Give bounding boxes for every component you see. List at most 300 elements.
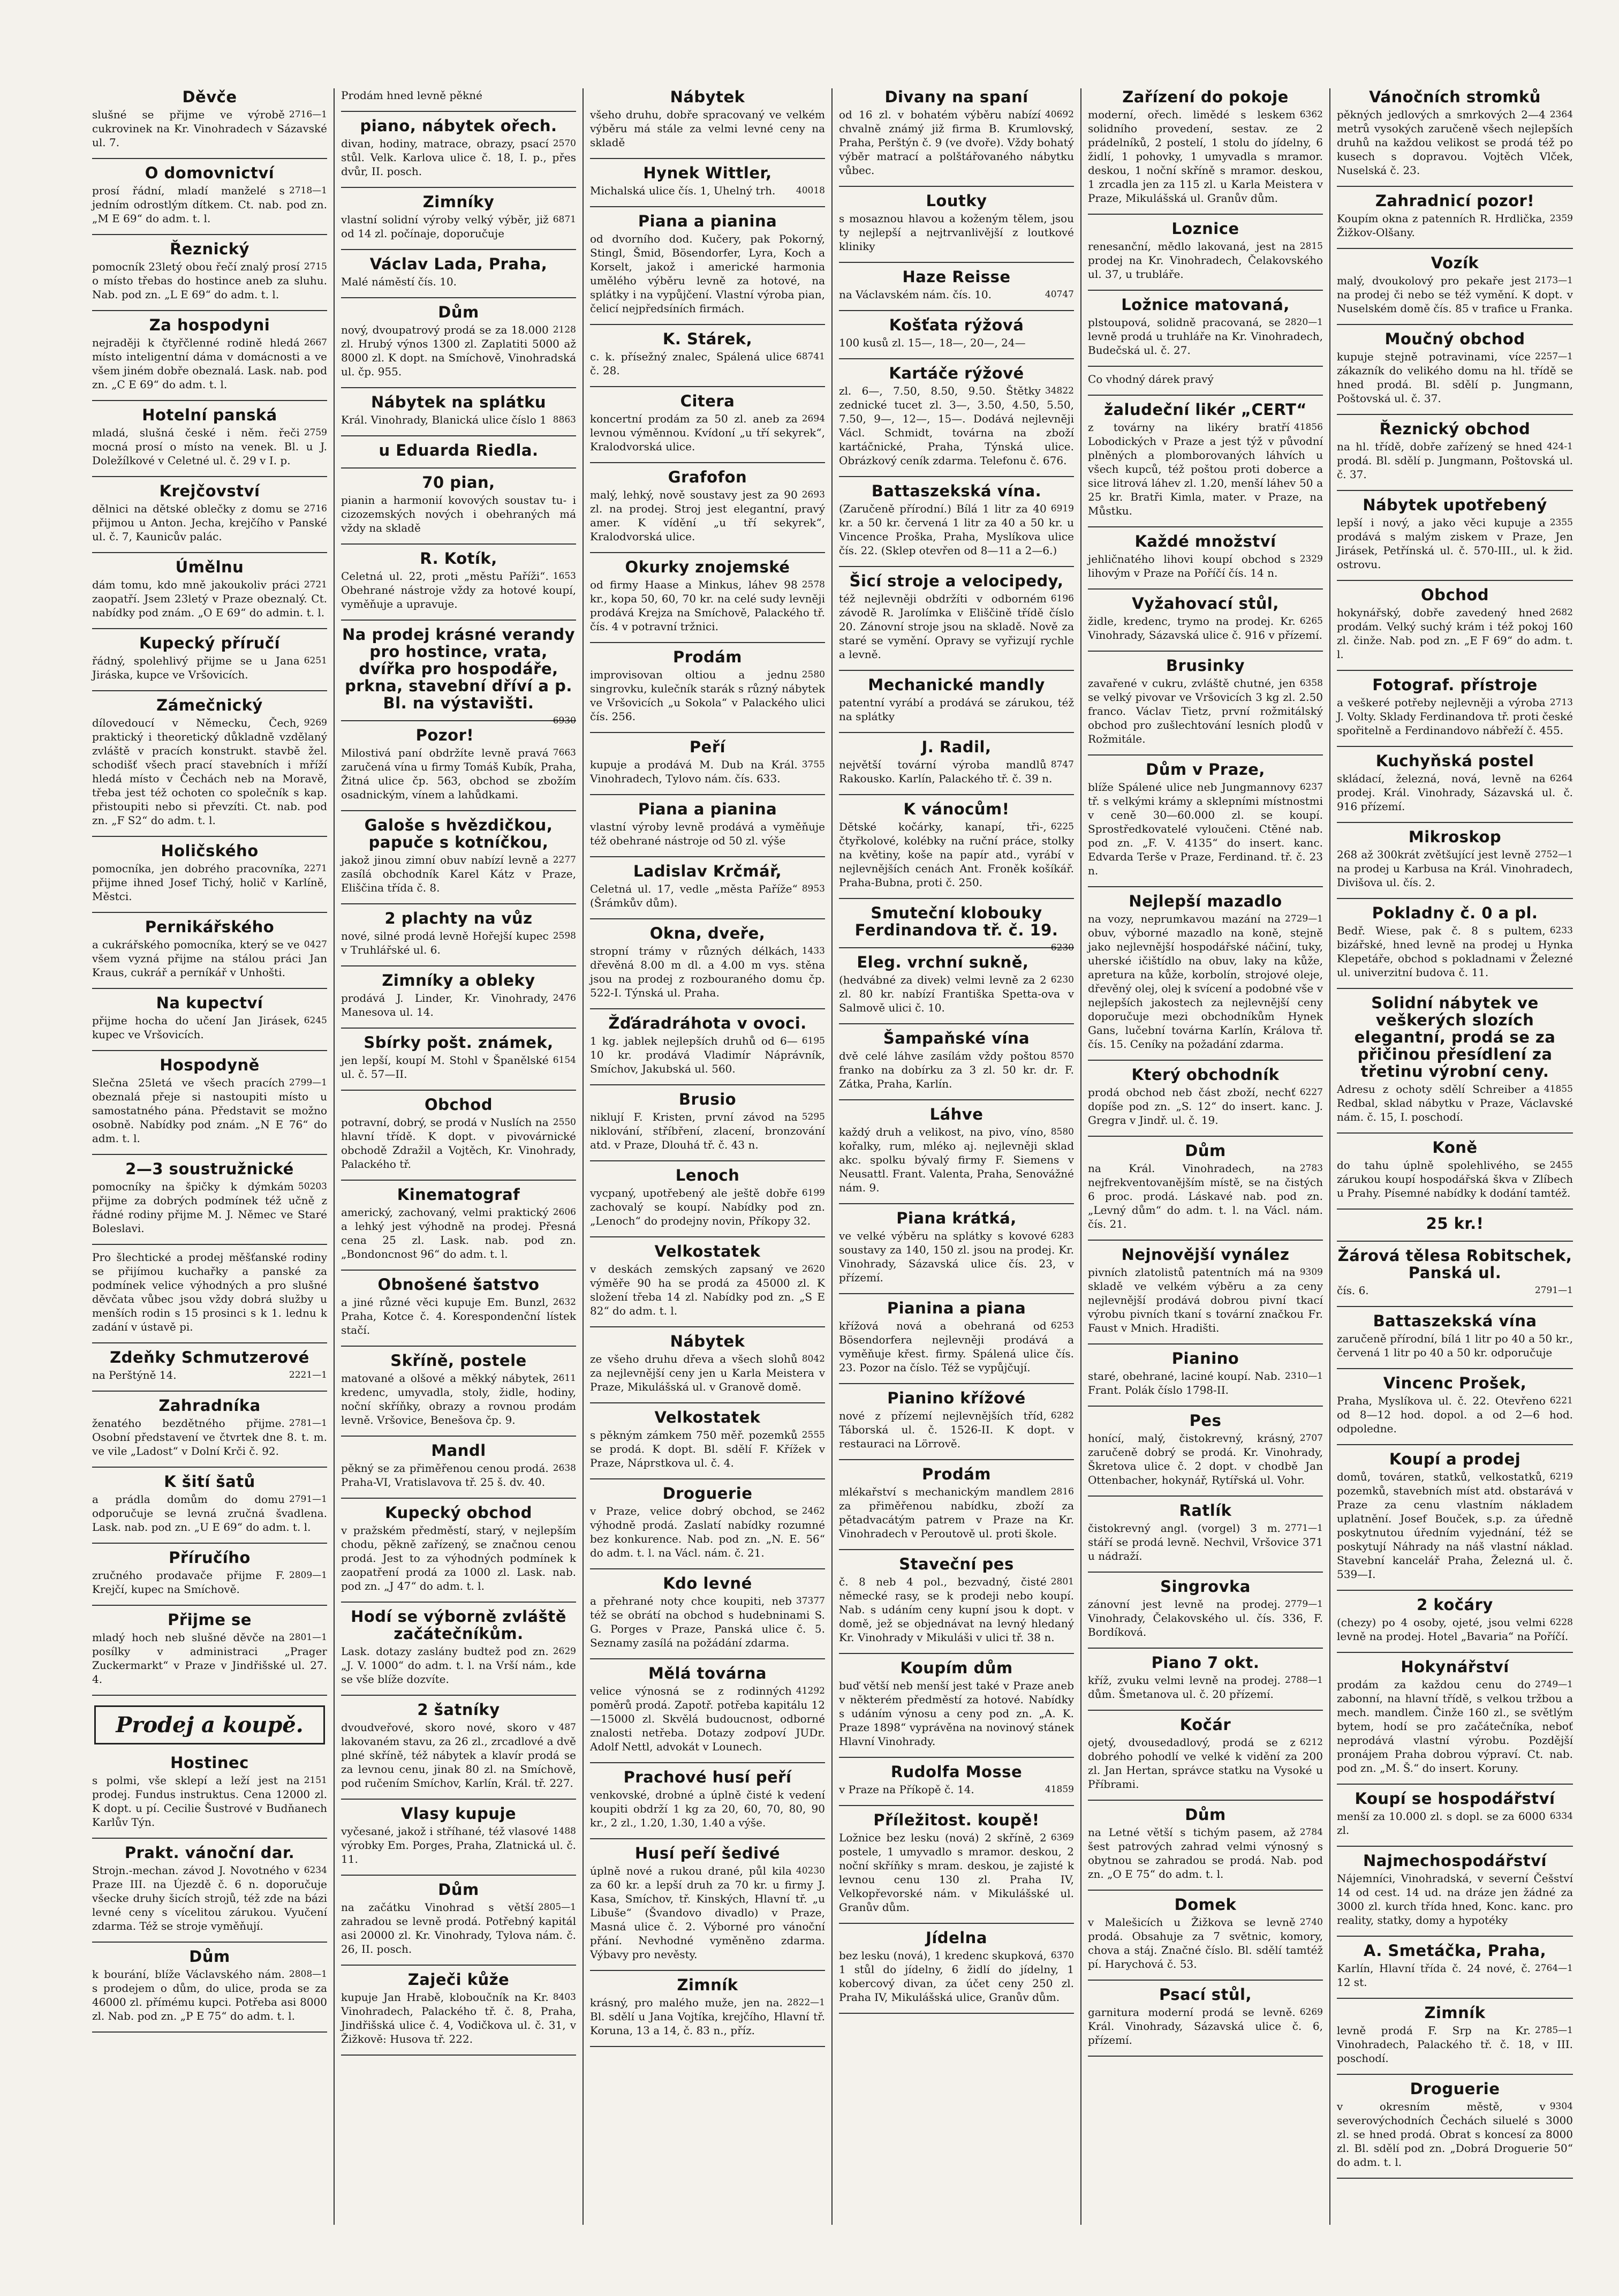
ad-code: 2667 — [304, 337, 327, 348]
ad-heading: 2—3 soustružnické — [125, 1160, 294, 1178]
ad-heading: O domovnictví — [145, 164, 275, 182]
ad-body — [1337, 350, 1573, 405]
classified-column — [833, 88, 1081, 2225]
classified-ad — [341, 394, 576, 427]
classified-ad — [590, 1845, 825, 1961]
classified-ad — [341, 474, 576, 535]
classified-ad — [1088, 657, 1323, 746]
ad-text: mlékařství s mechanickým mandlem za přiměřenou nabídku, zboží za pětadvacátým patrem v Praze na Kr. Vinohradech v Peroutově ul. proti škole. — [839, 1485, 1074, 1540]
ad-code: 6230 — [1050, 942, 1074, 953]
ad-body — [341, 1115, 576, 1171]
ad-heading: Fotograf. přístroje — [1372, 676, 1538, 694]
classified-ad — [839, 1030, 1074, 1091]
ad-heading: Kupecký obchod — [385, 1504, 532, 1522]
ad-text: od firmy Haase a Minkus, láhev 98 kr., kopa 50, 60, 70 kr. na celé sudy levněji prodává Krejza na Smíchově, Palackého tř. čís. 4 v potravní tržnici. — [590, 578, 825, 633]
ad-text: na Perštýně 14. — [92, 1369, 177, 1381]
classified-ad — [92, 1948, 327, 2023]
ad-heading: Velkostatek — [654, 1242, 761, 1260]
ad-heading: Pianino — [1171, 1349, 1239, 1368]
ad-heading: Koně — [1432, 1138, 1478, 1157]
ad-code: 40747 — [1045, 289, 1074, 300]
ad-divider — [839, 1757, 1074, 1758]
ad-divider — [590, 1658, 825, 1659]
ad-divider — [839, 1099, 1074, 1100]
ad-divider — [590, 1838, 825, 1839]
classified-ad — [590, 1409, 825, 1470]
ad-body — [92, 1863, 327, 1933]
classified-ad — [1088, 88, 1323, 205]
ad-code: 2310—1 — [1284, 1371, 1323, 1381]
ad-body — [92, 1967, 327, 2023]
ad-code: 6196 — [1050, 593, 1074, 604]
ad-text: c. k. přísežný znalec, Spálená ulice č. 28. — [590, 350, 792, 377]
classified-ad — [341, 727, 576, 802]
ad-heading: Řeznický obchod — [1379, 420, 1531, 438]
ad-text: Milostivá paní obdržíte levně pravá zaručená vína u firmy Tomáš Kubík, Praha, Žitná ulice čp. 563, obchod se zbožím osadnickým, vínem a lahůdkami. — [341, 746, 576, 801]
ad-divider — [92, 1605, 327, 1606]
ad-divider — [92, 1467, 327, 1468]
ad-divider — [1337, 1132, 1573, 1134]
classified-ad — [1088, 1654, 1323, 1701]
ad-text: pěkný se za přiměřenou cenou prodá. Praha-VI, Vratislavova tř. 25 š. dv. 40. — [341, 1462, 549, 1489]
ad-text: zručného prodavače přijme F. Krejčí, kupec na Smíchově. — [92, 1569, 285, 1596]
ad-body — [590, 578, 825, 633]
ad-text: Strojn.-mechan. závod J. Novotného v Praze III. na Újezdě č. 6 n. doporučuje všecke druhy šicích strojů, též zde na bázi levné ceny s vícelitou zárukou. Vyučení zdarma. Též se stroje vyměňují. — [92, 1864, 327, 1932]
ad-body — [341, 1371, 576, 1427]
classified-ad — [590, 1167, 825, 1228]
ad-code: 6245 — [304, 1015, 327, 1026]
ad-heading: Nejnovější vynález — [1121, 1245, 1290, 1264]
ad-heading: K šití šatů — [164, 1472, 255, 1491]
ad-code: 2707 — [1299, 1433, 1323, 1444]
ad-heading: Skříně, postele — [390, 1351, 527, 1370]
classified-ad — [92, 1611, 327, 1686]
ad-text: (hedvábné za divek) velmi levně za 2 zl. 80 kr. nabízí Františka Spetta-ova v Salmově ulici č. 10. — [839, 973, 1074, 1014]
classified-ad — [590, 800, 825, 848]
classified-ad — [590, 1485, 825, 1560]
ad-divider — [1088, 1406, 1323, 1407]
ad-code: 41859 — [1045, 1784, 1074, 1795]
ad-text: a cukrářského pomocníka, který se ve všem vyzná přijme na stálou práci Jan Kraus, cukrář a perníkář v Unhošti. — [92, 938, 327, 979]
ad-heading: Pianina a piana — [887, 1299, 1026, 1317]
ad-body — [1337, 1283, 1573, 1297]
ad-text: na začátku Vinohrad s větší zahradou se levně prodá. Potřebný kapitál asi 20000 zl. Kr. Vinohrady, Tylova nám. č. 26, II. posch. — [341, 1901, 576, 1955]
classified-ad — [590, 1015, 825, 1076]
ad-heading: Dům — [1185, 1142, 1226, 1160]
ad-body — [1337, 1615, 1573, 1643]
ad-heading: Obnošené šatstvo — [377, 1275, 540, 1294]
ad-text: a přehrané noty chce koupiti, neb též se obrátí na obchod s hudebninami S. G. Porges v Praze, Panská ulice č. 5. Seznamy zasílá na požádání zdarma. — [590, 1595, 825, 1649]
ad-code: 2455 — [1549, 1160, 1573, 1170]
ad-text: úplně nové a rukou drané, půl kila za 60 kr. a lepší druh za 70 kr. u firmy J. Kasa, Smíchov, tř. Kinských, Hlavní tř. „u Libuše“ (Švandovo divadlo) v Praze, Masná ulice č. 2. Výborné pro vánoční přání. Nevhodné vyměněno zdarma. Výbavy pro nevěsty. — [590, 1864, 825, 1961]
ad-divider — [1088, 1572, 1323, 1573]
ad-divider — [590, 1970, 825, 1971]
ad-heading: Hokynářství — [1401, 1658, 1509, 1676]
ad-heading: Najmechospodářství — [1363, 1852, 1547, 1870]
ad-heading: Vánočních stromků — [1369, 88, 1541, 106]
ad-heading: žaludeční likér „CERT“ — [1104, 401, 1307, 419]
ad-text: v pražském předměstí, starý, v nejlepším chodu, pěkně zařízený, se značnou cenou prodá. Jest to za výhodných podmínek k zaopatření prodá za 1000 zl. Lask. nab. pod zn. „J 47“ do adm. t. l. — [341, 1524, 576, 1592]
ad-heading: Pernikářského — [145, 918, 275, 936]
ad-heading: Smuteční klobouky Ferdinandova tř. č. 19. — [854, 904, 1058, 939]
ad-heading: Zaječi kůže — [407, 1970, 510, 1989]
ad-body — [839, 212, 1074, 253]
ad-heading: Solidní nábytek ve veškerých slozích elegantní, prodá se za přičinou přesídlení za třetinu výrobní ceny. — [1354, 994, 1556, 1081]
ad-heading: Mandl — [431, 1441, 486, 1460]
ad-heading: Lenoch — [675, 1166, 740, 1184]
ad-divider — [1337, 248, 1573, 249]
ad-body — [1337, 516, 1573, 571]
ad-text: pivních zlatolistů patentních má na skladě ve velkém výběru a za ceny nejlevnější prodává dobrou pivní tkací výrobu pivních tkaní s tovární značkou Fr. Faust v Mnich. Hradišti. — [1088, 1266, 1323, 1334]
ad-body — [1088, 614, 1323, 642]
ad-code: 487 — [558, 1722, 576, 1733]
ad-divider — [1088, 1060, 1323, 1061]
ad-text: (chezy) po 4 osoby, ojeté, jsou velmi levně na prodej. Hotel „Bavaria“ na Poříčí. — [1337, 1616, 1569, 1643]
ad-heading: 2 šatníky — [417, 1701, 500, 1719]
ad-divider — [341, 1875, 576, 1876]
classified-ad — [839, 268, 1074, 301]
classified-ad — [839, 1555, 1074, 1644]
ad-heading: Zdeňky Schmutzerové — [110, 1348, 309, 1366]
ad-heading: Battaszekská vína. — [871, 482, 1042, 500]
ad-divider — [1088, 214, 1323, 215]
ad-heading: Sbírky pošt. známek, — [364, 1033, 554, 1052]
ad-code: 2808—1 — [289, 1969, 327, 1980]
classified-ad — [590, 1665, 825, 1754]
ad-heading: Šicí stroje a velocipedy, — [849, 572, 1064, 590]
ad-code: 2801—1 — [289, 1632, 327, 1643]
classified-ad — [1088, 1066, 1323, 1127]
ad-body — [1088, 1369, 1323, 1397]
ad-body — [341, 1295, 576, 1337]
ad-text: v okresním městě, v severovýchodních Čechách siluelé s 3000 zl. se hned prodá. Obrat s koncesí za 8000 zl. Bl. sdělí pod zn. „Dobrá Droguerie 50“ do adm. t. l. — [1337, 2100, 1573, 2169]
ad-code: 6265 — [1299, 616, 1323, 626]
ad-code: 2785—1 — [1534, 2025, 1573, 2036]
ad-code: 6334 — [1549, 1811, 1573, 1822]
classified-ad — [839, 1300, 1074, 1374]
ad-code: 0427 — [304, 939, 327, 950]
ad-code: 2682 — [1549, 607, 1573, 618]
ad-body — [590, 1788, 825, 1830]
classified-ad — [92, 1754, 327, 1829]
ad-body — [839, 1575, 1074, 1644]
ad-heading: Piana a pianina — [638, 800, 777, 818]
classified-ad — [341, 193, 576, 240]
classified-ad — [1337, 752, 1573, 813]
ad-divider — [839, 566, 1074, 567]
classified-ad — [1337, 828, 1573, 889]
ad-divider — [1337, 2074, 1573, 2075]
ad-text: blíže Spálené ulice neb Jungmannovy tř. s velkými krámy a sklepními místnostmi v ceně 30—60.000 zl. se koupí. Sprostředkovatelé vyloučeni. Ctěné nab. pod zn. „F. V. 4135“ do insert. kanc. Edvarda Terše v Praze, Ferdinand. tř. č. 23 n. — [1088, 781, 1323, 877]
ad-heading: Nábytek upotřebený — [1363, 496, 1547, 514]
classified-column — [1081, 88, 1330, 2225]
classified-ad — [1088, 1716, 1323, 1791]
ad-divider — [839, 1293, 1074, 1294]
ad-text: prosí řádní, mladí manželé s jedním odrostlým dítkem. Ct. nab. pod zn. „M E 69“ do adm. t. l. — [92, 184, 327, 225]
ad-text: Celetná ul. 22, proti „městu Paříži“. Obehrané nástroje vždy za hotové koupí, vyměňuje a upravuje. — [341, 570, 576, 610]
ad-code: 424-1 — [1546, 441, 1573, 452]
classified-ad — [590, 469, 825, 543]
ad-body — [1088, 1161, 1323, 1231]
ad-divider — [590, 1236, 825, 1237]
ad-body — [1088, 108, 1323, 205]
ad-divider — [1337, 414, 1573, 415]
ad-code: 9304 — [1549, 2101, 1573, 2112]
ad-text: čistokrevný angl. (vorgel) 3 m. stáří se prodá levně. Nechvil, Vršovice 371 u nádraží. — [1088, 1522, 1323, 1562]
classified-ad — [92, 1160, 327, 1235]
classified-ad — [839, 904, 1074, 953]
ad-code: 6230 — [1050, 975, 1074, 985]
ad-divider — [1337, 1241, 1573, 1242]
ad-text: na Král. Vinohradech, na nejfrekventovanějším místě, se na čistých 6 proc. prodá. Láskavé nab. pod zn. „Levný dům“ do adm. t. l. na Václ. nám. čís. 21. — [1088, 1162, 1323, 1230]
classified-ad — [341, 1504, 576, 1593]
ad-code: 2788—1 — [1284, 1675, 1323, 1686]
ad-heading: Ladislav Krčmář, — [633, 862, 782, 880]
classified-ad — [341, 1352, 576, 1427]
ad-code: 2555 — [801, 1430, 825, 1440]
ad-code: 6227 — [1299, 1087, 1323, 1098]
ad-code: 2694 — [801, 413, 825, 424]
ad-divider — [1337, 746, 1573, 747]
ad-text: řádný, spolehlivý přijme se u Jana Jiráska, kupce ve Vršovicích. — [92, 654, 300, 681]
ad-heading: Psací stůl, — [1159, 1985, 1252, 2004]
ad-divider — [1337, 1444, 1573, 1445]
ad-code: 6233 — [1549, 925, 1573, 936]
ad-divider — [341, 1695, 576, 1696]
ad-divider — [590, 732, 825, 733]
ad-text: všeho druhu, dobře spracovaný ve velkém výběru má stále za velmi levné ceny na skladě — [590, 108, 825, 149]
ad-divider — [590, 856, 825, 857]
ad-divider — [590, 642, 825, 643]
ad-text: moderní, ořech. limědé s leskem solidního provedení, sestav. ze 2 prádelníků, 2 postelí, 1 stolu do jídelny, 6 židlí, 1 pohovky, 1 umyvadla s mramor. deskou, 1 noční skříně s mramor. deskou, 1 zrcadla jen za 115 zl. u Karla Meistera v Praze, Mikulášská ul. Granův dům. — [1088, 108, 1323, 205]
ad-body — [839, 1679, 1074, 1748]
ad-divider — [341, 467, 576, 469]
classified-ad — [1088, 1350, 1323, 1397]
ad-body — [1337, 212, 1573, 239]
ad-text: od dvorního dod. Kučery, pak Pokorný, Stingl, Šmid, Bösendorfer, Lyra, Koch a Korselt, jakož i americké harmonia umělého výběru levně za hotové, na splátky i na vypůjčení. Vlastní výroba pian, čelicí nejpředsíních firmách. — [590, 232, 825, 315]
ad-divider — [341, 1270, 576, 1271]
ad-code: 6871 — [553, 214, 576, 225]
ad-body — [92, 862, 327, 903]
ad-code: 41855 — [1544, 1084, 1573, 1094]
ad-divider — [341, 1799, 576, 1800]
ad-divider — [341, 543, 576, 545]
ad-body — [92, 1076, 327, 1145]
ad-divider — [92, 1942, 327, 1943]
ad-heading: Koupí se hospodářství — [1355, 1789, 1555, 1808]
ad-text: čís. 6. — [1337, 1284, 1369, 1297]
classified-ad — [1337, 994, 1573, 1124]
classified-ad — [839, 800, 1074, 889]
ad-divider — [839, 1923, 1074, 1924]
ad-divider — [839, 1383, 1074, 1384]
ad-text: v Malešicích u Žižkova se levně prodá. Obsahuje za 7 světnic, komory, chova a stáj. Značné číslo. Bl. sdělí tamtéž pí. Harychová č. 53. — [1088, 1916, 1323, 1970]
ad-heading: 2 kočáry — [1417, 1596, 1493, 1614]
ad-heading: Zahradnicí pozor! — [1375, 192, 1535, 210]
ad-code: 2791—1 — [289, 1494, 327, 1505]
ad-body — [839, 1049, 1074, 1091]
ad-text: kupuje a prodává M. Dub na Král. Vinohradech, Tylovo nám. čís. 633. — [590, 758, 798, 785]
classified-ad — [839, 738, 1074, 786]
ad-divider — [92, 2031, 327, 2033]
ad-text: Nájemníci, Vinohradská, v severní Češství 14 od cest. 14 ud. na dráze jen žádné za 3000 zl. kurch třída hned, Konc. kanc. pro reality, statky, domy a hypotéky — [1337, 1872, 1573, 1927]
ad-heading: Eleg. vrchní sukně, — [857, 953, 1029, 971]
ad-heading: Kinematograf — [397, 1185, 520, 1204]
classified-ad — [839, 1659, 1074, 1748]
ad-divider — [341, 1498, 576, 1499]
classified-ad — [590, 392, 825, 454]
ad-heading: Dům — [438, 303, 479, 321]
ad-divider — [1088, 366, 1323, 367]
classified-ad — [341, 1701, 576, 1790]
ad-divider — [341, 1346, 576, 1347]
ad-body — [590, 944, 825, 1000]
ad-divider — [590, 462, 825, 463]
classified-ad — [1088, 1246, 1323, 1335]
ad-text: na vozy, neprumkavou mazání na obuv, výborné mazadlo na koně, stejně jako nejlevnější hospodářské náčiní, tuky, uherské ičištídlo na obuv, laky na kůže, apretura na kůže, korbolín, strojové oleje, dřevěný olej, olej k svícení a podobné vše v nejlepších jakostech za nejlevnější ceny doporučuje mezi obchodníkům Hynek Gans, lučební továrna Karlín, Králova tř. čís. 15. Ceníky na požadání zdarma. — [1088, 912, 1323, 1051]
ad-heading: Droguerie — [1410, 2080, 1500, 2098]
classified-ad — [1088, 372, 1323, 386]
ad-code: 2364 — [1549, 109, 1573, 120]
classified-ad — [839, 1811, 1074, 1914]
ad-heading: Hynek Wittler, — [643, 164, 772, 182]
classified-ad — [590, 1333, 825, 1394]
ad-text: Adresu z ochoty sdělí Schreiber a Redbal, sklad nábytku v Praze, Václavské nám. č. 15, I. poschodí. — [1337, 1083, 1573, 1123]
classified-ad — [341, 1276, 576, 1337]
ad-code: 9309 — [1299, 1267, 1323, 1278]
ad-heading: Husí peří šedivé — [634, 1844, 781, 1862]
ad-body — [839, 1319, 1074, 1374]
ad-text: Pro šlechtické a prodej měšťanské rodiny se přijímou kuchařky a panské za podmínek velice výhodných a pro slušné děvčata vůbec jsou vždy dobrá služby u menších rodin s 15 prosinci s k 1. lednu k zadání v ústavě pi. — [92, 1251, 327, 1333]
ad-heading: Moučný obchod — [1385, 330, 1525, 348]
ad-code: 6358 — [1299, 678, 1323, 689]
classified-ad — [1088, 1806, 1323, 1881]
ad-body — [590, 1428, 825, 1470]
ad-divider — [92, 1391, 327, 1392]
ad-body — [1337, 1158, 1573, 1200]
ad-heading: Dům v Praze, — [1146, 760, 1265, 779]
ad-code: 2759 — [304, 427, 327, 438]
ad-body — [590, 1034, 825, 1076]
classified-ad — [1337, 420, 1573, 481]
ad-divider — [839, 1549, 1074, 1550]
ad-text: potravní, dobrý, se prodá v Nuslích na hlavní třídě. K dopt. v pivovárnické obchodě Zdražil a Vojtěch, Kr. Vinohrady, Palackého tř. — [341, 1116, 576, 1170]
ad-code: 2779—1 — [1284, 1599, 1323, 1610]
ad-code: 8863 — [553, 414, 576, 425]
ad-body — [92, 1492, 327, 1534]
ad-divider — [1337, 1590, 1573, 1591]
ad-code: 2277 — [553, 855, 576, 865]
ad-body — [1337, 1809, 1573, 1837]
ad-body — [1088, 552, 1323, 580]
ad-heading: Okna, dveře, — [649, 924, 766, 942]
ad-code: 2820—1 — [1284, 317, 1323, 328]
classified-ad — [341, 1034, 576, 1081]
ad-body — [839, 384, 1074, 467]
ad-code: 2716—1 — [289, 109, 327, 120]
classified-ad — [341, 625, 576, 726]
ad-text: ojetý, dvousedadlový, prodá se z dobrého pohodlí ve velké k vidění za 200 zl. Jan Hertan, správce statku na Vysoké u Příbrami. — [1088, 1736, 1323, 1791]
ad-divider — [341, 720, 576, 721]
ad-code: 2771—1 — [1284, 1523, 1323, 1534]
ad-divider — [1337, 1652, 1573, 1653]
ad-heading: Staveční pes — [899, 1555, 1014, 1573]
classified-ad — [341, 550, 576, 611]
ad-text: též nejlevněji obdržíti v odborném závodě R. Jarolímka v Eliščině třídě číslo 20. Zánovní stroje jsou na skladě. Nově za staré se vymění. Opravy se vyřizují rychle a levně. — [839, 592, 1074, 661]
classified-ad — [839, 676, 1074, 723]
ad-body — [590, 1352, 825, 1394]
ad-text: malý, dvoukolový pro pekaře jest na prodej či nebo se též vymění. K dopt. v Nuselském domě čís. 85 v trafice u Franka. — [1337, 274, 1573, 315]
ad-heading: Košťata rýžová — [889, 316, 1024, 334]
ad-code: 40230 — [796, 1865, 825, 1876]
ad-divider — [590, 324, 825, 325]
ad-divider — [341, 1965, 576, 1966]
ad-code: 2257—1 — [1534, 351, 1573, 362]
ad-body — [92, 1773, 327, 1829]
ad-heading: Řeznický — [170, 240, 249, 258]
ad-heading: 25 kr.! — [1426, 1214, 1484, 1233]
classified-ad — [590, 738, 825, 786]
ad-divider — [839, 1653, 1074, 1654]
ad-text: menší za 10.000 zl. s dopl. se za 6000 zl. — [1337, 1810, 1546, 1837]
ad-body — [92, 1630, 327, 1686]
ad-heading: Příručího — [169, 1549, 251, 1567]
ad-heading: Zimníky — [422, 193, 495, 211]
classified-column — [86, 88, 335, 2225]
classified-ad — [1088, 893, 1323, 1051]
ad-body — [1088, 1735, 1323, 1791]
ad-code: 40018 — [796, 185, 825, 196]
ad-body — [839, 758, 1074, 786]
ad-heading: Pes — [1189, 1411, 1222, 1430]
ad-body — [341, 1523, 576, 1593]
ad-body — [1088, 1431, 1323, 1487]
ad-divider — [1337, 822, 1573, 823]
ad-divider — [1088, 886, 1323, 887]
ad-divider — [92, 628, 327, 629]
ad-divider — [839, 794, 1074, 795]
ad-text: s mosaznou hlavou a koženým tělem, jsou ty nejlepší a nejtrvanlivější z loutkové kliniky — [839, 212, 1074, 253]
ad-divider — [341, 2055, 576, 2056]
ad-body — [341, 746, 576, 802]
classified-ad — [839, 954, 1074, 1015]
ad-heading: Singrovka — [1160, 1577, 1251, 1596]
ad-divider — [839, 262, 1074, 263]
ad-text: Michalská ulice čís. 1, Uhelný trh. — [590, 184, 776, 197]
ad-code: 2713 — [1549, 697, 1573, 708]
ad-divider — [92, 1244, 327, 1245]
ad-heading: Mikroskop — [1408, 828, 1502, 846]
classified-ad — [1337, 1790, 1573, 1837]
ad-text: k bourání, blíže Václavského nám. s prodejem o dům, do ulice, proda se za 46000 zl. přímému kupci. Potřeba asi 8000 zl. Nab. pod zn. „P E 75“ do adm. t. l. — [92, 1968, 327, 2022]
ad-divider — [92, 234, 327, 235]
ad-text: vlastní solidní výroby velký výběr, již od 14 zl. počínaje, doporučuje — [341, 213, 549, 240]
ad-heading: Kuchyňská postel — [1375, 752, 1534, 770]
ad-code: 8570 — [1050, 1051, 1074, 1061]
classified-ad — [1337, 1852, 1573, 1927]
ad-code: 6199 — [801, 1188, 825, 1198]
ad-body — [1088, 1521, 1323, 1563]
ad-divider — [341, 111, 576, 112]
classified-ad — [341, 1442, 576, 1489]
ad-body — [1337, 772, 1573, 813]
ad-heading: Divany na spaní — [884, 88, 1028, 106]
ad-divider — [1337, 1936, 1573, 1937]
ad-heading: Zařízení do pokoje — [1122, 88, 1289, 106]
ad-body — [341, 88, 576, 102]
ad-body — [1088, 2005, 1323, 2047]
ad-body — [1088, 315, 1323, 357]
